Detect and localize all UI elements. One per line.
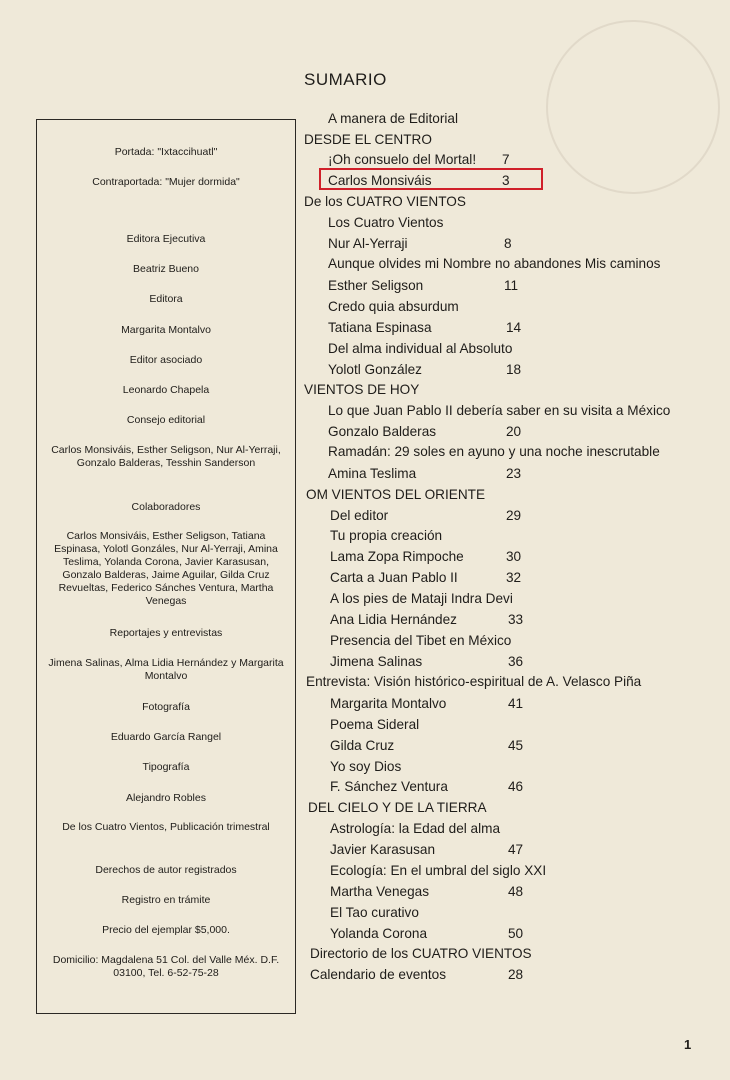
toc-page-number: 11: [504, 278, 519, 293]
toc-entry: Lo que Juan Pablo II debería saber en su visita a México: [328, 403, 671, 418]
sun-watermark-icon: [546, 20, 720, 194]
credit-person: Jimena Salinas, Alma Lidia Hernández y Margarita Montalvo: [48, 657, 284, 682]
toc-entry: Yolotl González: [328, 362, 422, 377]
toc-entry: OM VIENTOS DEL ORIENTE: [306, 487, 486, 502]
toc-entry: Ana Lidia Hernández: [330, 612, 457, 627]
credit-person: Alejandro Robles: [126, 792, 206, 804]
toc-page-number: 20: [506, 424, 522, 439]
toc-page-number: 28: [508, 967, 524, 982]
toc-page-number: 41: [508, 696, 524, 711]
credit-role: Consejo editorial: [126, 414, 206, 426]
toc-entry: Yo soy Dios: [330, 759, 402, 774]
toc-entry: A los pies de Mataji Indra Devi: [330, 591, 513, 606]
toc-entry: Jimena Salinas: [330, 654, 423, 669]
credit-role: Editor asociado: [129, 354, 203, 366]
toc-entry: Tu propia creación: [330, 528, 443, 543]
toc-entry: Lama Zopa Rimpoche: [330, 549, 464, 564]
credit-role: Tipografía: [142, 761, 190, 773]
toc-page-number: 47: [508, 842, 524, 857]
toc-page-number: 18: [506, 362, 522, 377]
toc-page-number: 32: [506, 570, 522, 585]
toc-page-number: 46: [508, 779, 524, 794]
credit-role: Editora Ejecutiva: [126, 233, 206, 245]
toc-entry: Carta a Juan Pablo II: [330, 570, 458, 585]
credit-role: Editora: [149, 293, 183, 305]
toc-entry: DESDE EL CENTRO: [304, 132, 432, 147]
credit-publication: De los Cuatro Vientos, Publicación trimestral: [62, 821, 270, 833]
credit-registry: Registro en trámite: [121, 894, 211, 906]
credit-person: Carlos Monsiváis, Esther Seligson, Nur Al-Yerraji, Gonzalo Balderas, Tesshin Sanderson: [51, 444, 281, 469]
credit-cover: Portada: "Ixtaccihuatl": [114, 146, 218, 158]
toc-page-number: 3: [502, 173, 510, 188]
page-number: 1: [684, 1037, 692, 1052]
toc-entry: Javier Karasusan: [330, 842, 436, 857]
toc-entry: ¡Oh consuelo del Mortal!: [328, 152, 477, 167]
toc-page-number: 45: [508, 738, 524, 753]
credit-back-cover: Contraportada: "Mujer dormida": [92, 176, 240, 188]
toc-entry: Los Cuatro Vientos: [328, 215, 444, 230]
toc-entry: Presencia del Tibet en México: [330, 633, 512, 648]
toc-page-number: 33: [508, 612, 524, 627]
toc-entry: Directorio de los CUATRO VIENTOS: [310, 946, 532, 961]
toc-entry: Aunque olvides mi Nombre no abandones Mis caminos: [328, 256, 661, 271]
toc-entry: De los CUATRO VIENTOS: [304, 194, 466, 209]
toc-page-number: 8: [504, 236, 512, 251]
toc-entry: F. Sánchez Ventura: [330, 779, 448, 794]
credit-role: Fotografía: [142, 701, 190, 713]
toc-entry: Esther Seligson: [328, 278, 424, 293]
credit-person: Beatriz Bueno: [133, 263, 199, 275]
credit-address: Domicilio: Magdalena 51 Col. del Valle Méx. D.F. 03100, Tel. 6-52-75-28: [52, 954, 280, 979]
toc-entry: Del alma individual al Absoluto: [328, 341, 513, 356]
toc-entry: A manera de Editorial: [328, 111, 458, 126]
credit-person: Margarita Montalvo: [121, 324, 211, 336]
toc-entry: Entrevista: Visión histórico-espiritual de A. Velasco Piña: [306, 674, 642, 689]
toc-entry: Margarita Montalvo: [330, 696, 447, 711]
credit-person: Carlos Monsiváis, Esther Seligson, Tatiana Espinasa, Yolotl Gonzáles, Nur Al-Yerraji, Amina Teslima, Yolanda Corona, Javier Karasusan, Gonzalo Balderas, Jaime Aguilar, Gilda Cruz Revueltas, Federico Sánches Ventura, Martha Venegas: [54, 530, 278, 607]
toc-page-number: 30: [506, 549, 522, 564]
toc-page-number: 36: [508, 654, 524, 669]
toc-entry: Calendario de eventos: [310, 967, 447, 982]
credit-role: Colaboradores: [131, 501, 201, 513]
toc-entry: El Tao curativo: [330, 905, 419, 920]
credit-person: Leonardo Chapela: [122, 384, 210, 396]
toc-entry: Tatiana Espinasa: [328, 320, 432, 335]
credits-box: [36, 119, 296, 1014]
toc-entry: Amina Teslima: [328, 466, 417, 481]
page-title: SUMARIO: [304, 70, 387, 89]
toc-entry: Nur Al-Yerraji: [328, 236, 408, 251]
toc-entry: Carlos Monsiváis: [328, 173, 432, 188]
credit-person: Eduardo García Rangel: [110, 731, 222, 743]
toc-entry: Ecología: En el umbral del siglo XXI: [330, 863, 547, 878]
credit-rights: Derechos de autor registrados: [95, 864, 237, 876]
toc-entry: Poema Sideral: [330, 717, 420, 732]
toc-entry: DEL CIELO Y DE LA TIERRA: [308, 800, 487, 815]
toc-entry: Astrología: la Edad del alma: [330, 821, 501, 836]
toc-entry: VIENTOS DE HOY: [304, 382, 420, 397]
toc-entry: Ramadán: 29 soles en ayuno y una noche inescrutable: [328, 444, 660, 459]
toc-entry: Yolanda Corona: [330, 926, 428, 941]
credit-price: Precio del ejemplar $5,000.: [102, 924, 230, 936]
toc-page-number: 50: [508, 926, 524, 941]
toc-entry: Gilda Cruz: [330, 738, 395, 753]
toc-page-number: 48: [508, 884, 524, 899]
credit-role: Reportajes y entrevistas: [109, 627, 223, 639]
toc-page-number: 29: [506, 508, 522, 523]
toc-entry: Credo quia absurdum: [328, 299, 459, 314]
toc-page-number: 7: [502, 152, 510, 167]
toc-entry: Del editor: [330, 508, 389, 523]
toc-entry: Martha Venegas: [330, 884, 429, 899]
toc-entry: Gonzalo Balderas: [328, 424, 437, 439]
toc-page-number: 14: [506, 320, 522, 335]
toc-page-number: 23: [506, 466, 522, 481]
